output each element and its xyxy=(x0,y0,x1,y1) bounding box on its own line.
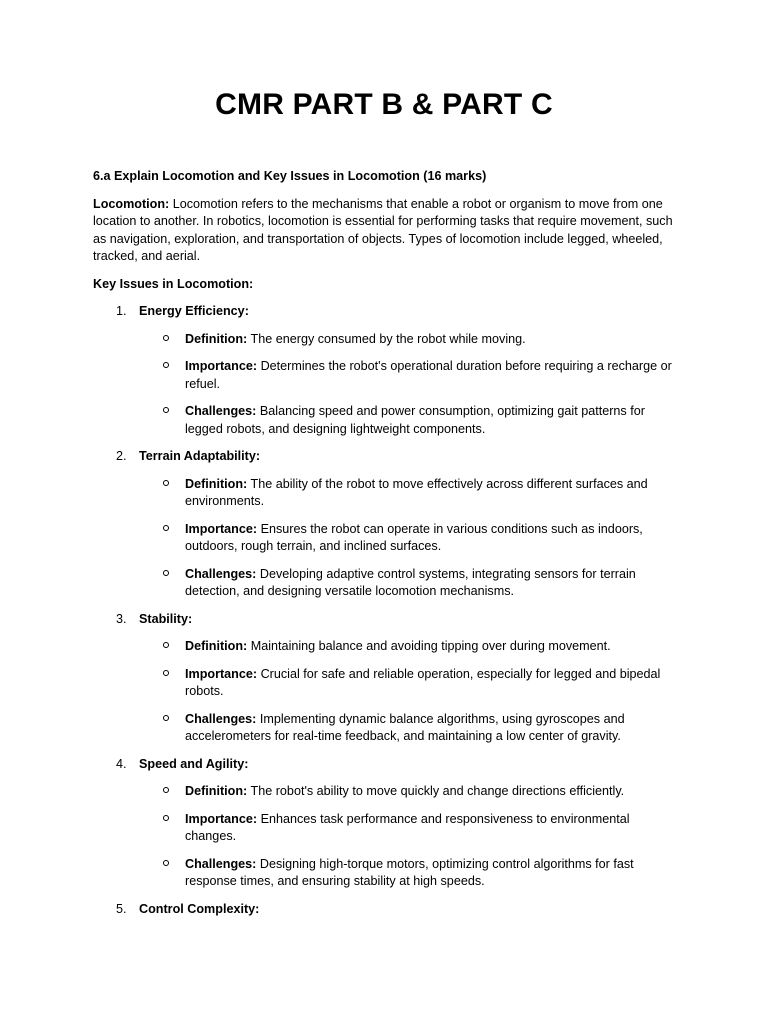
sub-item-label: Challenges: xyxy=(185,856,257,871)
circle-bullet-icon xyxy=(163,480,169,486)
circle-bullet-icon xyxy=(163,335,169,341)
intro-paragraph xyxy=(93,196,678,266)
sub-item xyxy=(139,521,678,556)
issue-item xyxy=(93,756,678,891)
circle-bullet-icon xyxy=(163,570,169,576)
sub-item xyxy=(139,856,678,891)
circle-bullet-icon xyxy=(163,787,169,793)
issue-number: 4. xyxy=(116,756,127,771)
sub-item-label: Definition: xyxy=(185,331,248,346)
intro-text: Locomotion refers to the mechanisms that enable a robot or organism to move from one location to another. In robotics, locomotion is essential for performing tasks that require movement, such as navigation, exploration, and transportation of objects. Types of locomotion include legged, wheeled, tracked, and aerial. xyxy=(93,196,673,263)
issue-number: 5. xyxy=(116,901,127,916)
sub-item-text: The robot's ability to move quickly and change directions efficiently. xyxy=(247,784,625,798)
sub-item-label: Importance: xyxy=(185,359,258,373)
issue-title: Stability: xyxy=(139,611,193,626)
sub-item-text: The ability of the robot to move effectively across different surfaces and environments. xyxy=(185,476,648,508)
issue-number: 1. xyxy=(116,304,127,318)
issue-subitems xyxy=(139,331,678,439)
sub-item-label: Challenges: xyxy=(185,566,257,581)
sub-item-text: Enhances task performance and responsiveness to environmental changes. xyxy=(185,811,630,843)
sub-item-label: Importance: xyxy=(185,521,258,536)
issue-item xyxy=(93,448,678,601)
circle-bullet-icon xyxy=(163,362,169,368)
sub-item-label: Definition: xyxy=(185,476,248,491)
sub-item-label: Definition: xyxy=(185,639,248,653)
sub-item-text: Ensures the robot can operate in various conditions such as indoors, outdoors, rough terrain, and inclined surfaces. xyxy=(185,521,643,553)
issue-item xyxy=(93,303,678,438)
circle-bullet-icon xyxy=(163,525,169,531)
sub-item xyxy=(139,711,678,746)
issues-list xyxy=(93,303,678,918)
sub-item-text: Crucial for safe and reliable operation, especially for legged and bipedal robots. xyxy=(185,666,661,698)
circle-bullet-icon xyxy=(163,670,169,676)
sub-item xyxy=(139,476,678,511)
sub-item xyxy=(139,811,678,846)
sub-item xyxy=(139,331,678,349)
sub-item xyxy=(139,358,678,393)
sub-item-text: Balancing speed and power consumption, optimizing gait patterns for legged robots, and designing lightweight components. xyxy=(185,404,645,436)
sub-item-label: Importance: xyxy=(185,811,258,826)
sub-item xyxy=(139,638,678,656)
sub-item-text: Maintaining balance and avoiding tipping over during movement. xyxy=(247,639,611,653)
document-content xyxy=(93,168,678,928)
issue-item xyxy=(93,611,678,746)
sub-item xyxy=(139,783,678,801)
sub-item-text: Developing adaptive control systems, integrating sensors for terrain detection, and designing versatile locomotion mechanisms. xyxy=(185,566,636,598)
sub-item-text: Determines the robot's operational duration before requiring a recharge or refuel. xyxy=(185,359,672,391)
sub-item-text: Implementing dynamic balance algorithms, using gyroscopes and accelerometers for real-time feedback, and maintaining a low center of gravity. xyxy=(185,711,625,743)
sub-item-label: Definition: xyxy=(185,784,248,798)
issue-subitems xyxy=(139,638,678,746)
issue-item xyxy=(93,901,678,919)
issue-subitems xyxy=(139,476,678,601)
issues-heading: Key Issues in Locomotion: xyxy=(93,276,254,291)
issue-number: 3. xyxy=(116,611,127,626)
question-heading: 6.a Explain Locomotion and Key Issues in Locomotion (16 marks) xyxy=(93,169,487,183)
issue-subitems xyxy=(139,783,678,891)
sub-item xyxy=(139,566,678,601)
circle-bullet-icon xyxy=(163,815,169,821)
circle-bullet-icon xyxy=(163,715,169,721)
page-title: CMR PART B & PART C xyxy=(215,88,553,121)
sub-item-text: Designing high-torque motors, optimizing control algorithms for fast response times, and ensuring stability at high speeds. xyxy=(185,856,634,888)
issue-title: Control Complexity: xyxy=(139,901,260,916)
circle-bullet-icon xyxy=(163,860,169,866)
sub-item-label: Challenges: xyxy=(185,404,257,418)
sub-item xyxy=(139,403,678,438)
sub-item xyxy=(139,666,678,701)
issue-title: Speed and Agility: xyxy=(139,756,249,771)
sub-item-label: Challenges: xyxy=(185,711,257,726)
issue-number: 2. xyxy=(116,449,127,463)
circle-bullet-icon xyxy=(163,642,169,648)
intro-term: Locomotion: xyxy=(93,196,170,211)
sub-item-text: The energy consumed by the robot while moving. xyxy=(247,331,526,346)
circle-bullet-icon xyxy=(163,407,169,413)
issue-title: Terrain Adaptability: xyxy=(139,449,261,463)
sub-item-label: Importance: xyxy=(185,666,258,681)
issue-title: Energy Efficiency: xyxy=(139,304,249,318)
